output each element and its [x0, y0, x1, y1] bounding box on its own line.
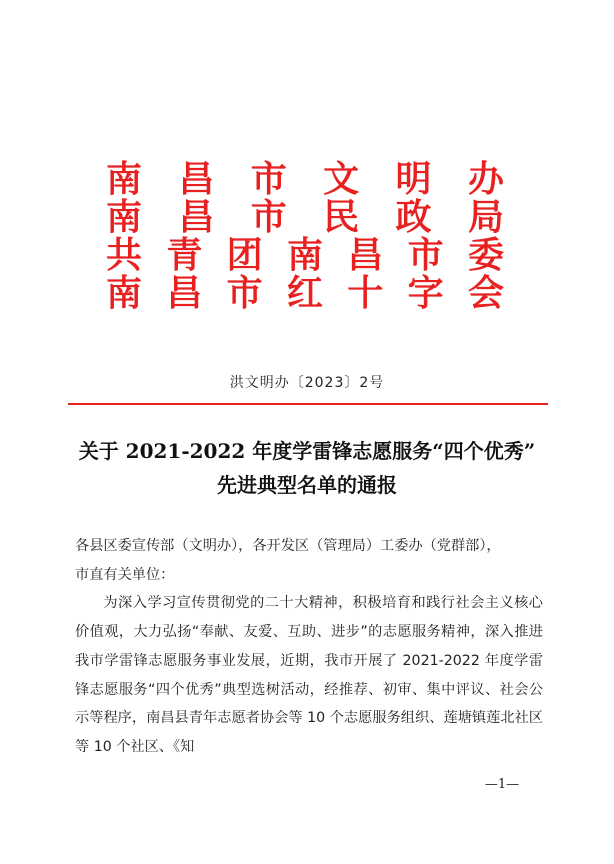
issuer-char: 十	[347, 272, 384, 314]
document-body	[75, 532, 543, 762]
issuer-char: 昌	[347, 234, 384, 276]
issuer-char: 文	[323, 158, 360, 200]
issuer-char: 委	[467, 234, 504, 276]
issuer-char: 共	[105, 234, 142, 276]
issuer-char: 政	[395, 196, 432, 238]
issuer-line-civilization-office	[100, 160, 510, 198]
issuer-char: 昌	[178, 158, 215, 200]
issuer-line-youth-league	[100, 236, 510, 274]
document-number: 洪文明办〔2023〕2号	[229, 375, 385, 391]
issuer-char: 南	[286, 234, 323, 276]
issuer-char: 昌	[166, 272, 203, 314]
issuer-char: 会	[467, 272, 504, 314]
issuer-char: 办	[467, 158, 504, 200]
issuer-char: 字	[407, 272, 444, 314]
issuer-char: 市	[407, 234, 444, 276]
issuer-char: 市	[226, 272, 263, 314]
page-number: —1—	[484, 777, 520, 792]
issuer-char: 南	[105, 158, 142, 200]
issuer-char: 青	[166, 234, 203, 276]
issuer-char: 团	[226, 234, 263, 276]
issuer-char: 民	[323, 196, 360, 238]
issuer-char: 南	[105, 272, 142, 314]
issuer-line-civil-affairs-bureau	[100, 198, 510, 236]
issuer-char: 南	[105, 196, 142, 238]
issuer-line-red-cross	[100, 274, 510, 312]
red-divider-rule	[68, 403, 548, 405]
issuer-char: 明	[395, 158, 432, 200]
issuer-char: 红	[286, 272, 323, 314]
issuer-char: 市	[250, 158, 287, 200]
issuer-char: 昌	[178, 196, 215, 238]
issuer-block	[100, 160, 510, 312]
salutation: 各县区委宣传部（文明办），各开发区（管理局）工委办（党群部）， 市直有关单位：	[75, 538, 501, 583]
document-title	[0, 434, 614, 502]
title-line-1: 关于 2021-2022 年度学雷锋志愿服务“四个优秀”	[78, 439, 536, 463]
body-paragraph: 为深入学习宣传贯彻党的二十大精神，积极培育和践行社会主义核心价值观，大力弘扬“奉献、友爱、互助、进步”的志愿服务精神，深入推进我市学雷锋志愿服务事业发展，近期，我市开展了 2021-2022 年度学雷锋志愿服务“四个优秀”典型选树活动，经推荐、初审、集中评议、社会公示等程序，南昌县青年志愿者协会等 10 个志愿服务组织、莲塘镇莲北社区等 10 个社区、《知	[75, 595, 543, 755]
title-line-2: 先进典型名单的通报	[217, 473, 397, 497]
issuer-char: 局	[467, 196, 504, 238]
issuer-char: 市	[250, 196, 287, 238]
